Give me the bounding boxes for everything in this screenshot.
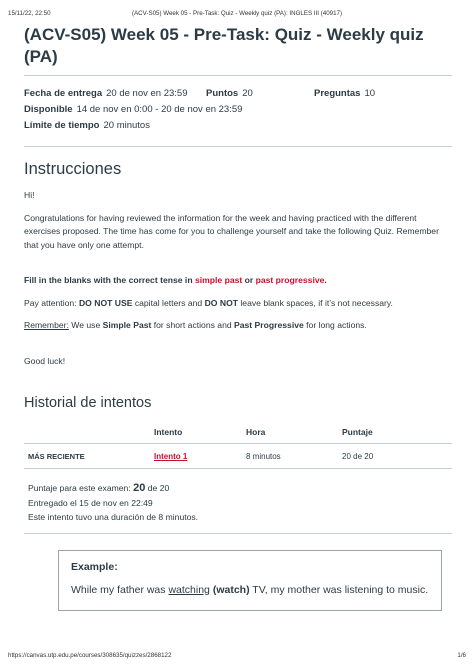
remember-note: Remember: We use Simple Past for short actions and Past Progressive for long actions.: [24, 320, 367, 330]
example-box: [58, 550, 442, 611]
column-header: [24, 422, 150, 444]
attempt-history-heading: Historial de intentos: [24, 395, 152, 411]
exam-score: Puntaje para este examen: 20 de 20: [28, 482, 170, 494]
attempt-history-table: [24, 422, 452, 469]
score-summary: [24, 481, 452, 525]
due-date: Fecha de entrega 20 de nov en 23:59: [24, 88, 188, 99]
column-header-attempt: Intento: [150, 422, 242, 444]
example-text: While my father was watching (watch) TV, my mother was listening to music.: [71, 583, 429, 596]
attempt-duration: Este intento tuvo una duración de 8 minutos.: [28, 512, 199, 522]
print-timestamp: 15/11/22, 22:50: [8, 10, 51, 17]
intro-paragraph: Congratulations for having reviewed the information for the week and having practiced with the different exercises proposed. The time has come for you to challenge yourself and take the following Quiz. Remember that you have only one attempt.: [24, 212, 439, 250]
attempt-1-link[interactable]: Intento 1: [154, 452, 188, 461]
time-limit: Límite de tiempo 20 minutos: [24, 120, 150, 131]
most-recent-label: MÁS RECIENTE: [24, 444, 150, 469]
attempt-score: 20 de 20: [338, 444, 452, 469]
availability: Disponible 14 de nov en 0:00 - 20 de nov en 23:59: [24, 104, 243, 115]
print-page-title: (ACV-S05) Week 05 - Pre-Task: Quiz - Weekly quiz (PA): INGLES III (40917): [131, 10, 343, 17]
instructions-body: [24, 189, 452, 368]
table-row: [24, 444, 452, 469]
page-title: (ACV-S05) Week 05 - Pre-Task: Quiz - Weekly quiz (PA): [24, 24, 452, 76]
attention-note: Pay attention: DO NOT USE capital letters and DO NOT leave blank spaces, if it’s not necessary.: [24, 297, 393, 308]
points: Puntos 20: [206, 88, 253, 99]
quiz-content: [24, 24, 452, 611]
instructions-heading: Instrucciones: [24, 160, 122, 178]
table-header-row: [24, 422, 452, 444]
fill-instruction: Fill in the blanks with the correct tense in simple past or past progressive.: [24, 275, 327, 285]
attempt-time: 8 minutos: [242, 444, 338, 469]
divider: [24, 533, 452, 534]
column-header-time: Hora: [242, 422, 338, 444]
print-page-number: 1/6: [457, 652, 466, 659]
submitted-at: Entregado el 15 de nov en 22:49: [28, 497, 153, 508]
good-luck: Good luck!: [24, 355, 66, 366]
example-title: Example:: [71, 560, 118, 573]
greeting: Hi!: [24, 190, 35, 200]
print-footer: [8, 652, 466, 662]
print-url: https://canvas.utp.edu.pe/courses/308635/quizzes/2868122: [8, 652, 172, 659]
column-header-score: Puntaje: [338, 422, 452, 444]
questions: Preguntas 10: [314, 88, 376, 99]
quiz-details: [24, 76, 452, 147]
print-header: [8, 10, 466, 20]
